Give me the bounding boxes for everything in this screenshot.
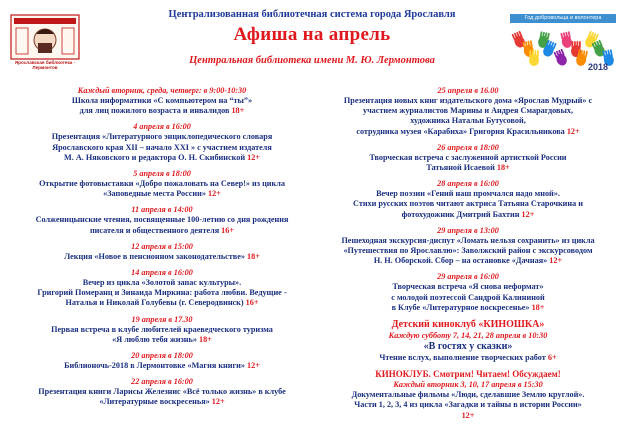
- event-date: 5 апреля в 18:00: [133, 169, 191, 179]
- event-date: 11 апреля в 14:00: [131, 205, 193, 215]
- kids-film-club-name: «В гостях у сказки»: [423, 341, 513, 353]
- event-date: 20 апреля в 18:00: [131, 351, 193, 361]
- event-text: Вечер поэзии «Гений наш промчался надо мной».: [376, 189, 560, 199]
- event-text: Татьяной Исаевой 18+: [426, 163, 510, 173]
- film-club-title: КИНОКЛУБ. Смотрим! Читаем! Обсуждаем!: [375, 369, 561, 380]
- event-item: [318, 272, 618, 313]
- film-club-line: Документальные фильмы «Люди, сделавшие Землю круглой».: [351, 390, 585, 400]
- age-badge: 12+: [461, 410, 475, 420]
- age-badge: 12+: [521, 209, 535, 219]
- event-item: [12, 268, 312, 309]
- volunteer-year-caption: Год добровольца и волонтера: [510, 14, 616, 23]
- event-item: [12, 205, 312, 235]
- age-badge: 12+: [566, 126, 580, 136]
- volunteer-year: 2018: [587, 62, 608, 72]
- film-club-line: Части 1, 2, 3, 4 из цикла «Загадки и тайны в истории России»: [354, 400, 582, 410]
- event-item: [318, 179, 618, 220]
- event-text: М. А. Няковского и редактора О. Н. Скибинской 12+: [64, 152, 260, 162]
- kids-film-club-date: Каждую субботу 7, 14, 21, 28 апреля в 10:30: [388, 331, 548, 341]
- events-left-column: [12, 86, 312, 414]
- event-text: Григорий Померанц и Зинаида Миркина: работа любви. Ведущие -: [37, 288, 287, 298]
- event-text: с молодой поэтессой Сандрой Калининой: [391, 292, 545, 302]
- event-date: 25 апреля в 16.00: [437, 86, 499, 95]
- event-date: Каждый вторник, среда, четверг: в 9:00-10:30: [77, 86, 247, 95]
- age-badge: 18+: [496, 163, 510, 173]
- film-club: [318, 369, 618, 421]
- event-date: 29 апреля в 16:00: [437, 272, 499, 282]
- film-club-date: Каждый вторник 3, 10, 17 апреля в 15:30: [393, 380, 543, 390]
- event-item: [12, 242, 312, 262]
- event-item: [12, 86, 312, 116]
- kids-film-club: [318, 319, 618, 363]
- event-date: 28 апреля в 16:00: [437, 179, 499, 189]
- event-text: Творческая встреча «Я снова неформат»: [392, 282, 544, 292]
- event-item: [12, 351, 312, 371]
- page-title: Афиша на апрель: [233, 24, 391, 45]
- event-text: Презентация «Литературного энциклопедического словаря: [51, 132, 273, 142]
- event-date: 22 апреля в 16:00: [131, 377, 193, 387]
- age-badge: 12+: [247, 361, 260, 371]
- age-badge: 18+: [247, 251, 260, 261]
- age-badge: 18+: [198, 334, 212, 344]
- event-text: Открытие фотовыставки «Добро пожаловать на Север!» из цикла: [39, 179, 285, 189]
- library-logo-caption: Ярославская библиотека · Лермонтов: [14, 60, 76, 70]
- event-item: [12, 315, 312, 345]
- library-logo-icon: [10, 14, 80, 60]
- event-text: «Литературные воскресенья» 12+: [99, 397, 225, 407]
- event-text: Пешеходная экскурсия-диспут «Ломать нельзя сохранить» из цикла: [341, 235, 595, 245]
- event-date: 14 апреля в 16:00: [131, 268, 193, 278]
- event-text: Наталья и Николай Голубевы (г. Северодвинск) 16+: [65, 298, 259, 308]
- event-text: Презентация новых книг издательского дома «Ярослав Мудрый» с: [343, 96, 593, 105]
- age-badge: 16+: [245, 298, 259, 308]
- age-badge: 12+: [207, 189, 221, 199]
- events-right-column: [318, 86, 618, 427]
- org-name: Централизованная библиотечная система города Ярославля: [168, 9, 456, 20]
- event-item: [12, 377, 312, 407]
- event-text: для лиц пожилого возраста и инвалидов 18+: [79, 106, 245, 116]
- event-text: писателя и общественного деятеля 16+: [89, 225, 235, 235]
- event-text: «Я люблю тебя жизнь» 18+: [112, 334, 212, 344]
- age-badge: 18+: [231, 106, 245, 116]
- age-badge: 16+: [221, 225, 235, 235]
- library-logo: [10, 14, 80, 70]
- age-badge: 12+: [549, 256, 563, 266]
- event-date: 12 апреля в 15:00: [131, 241, 193, 251]
- event-date: 4 апреля в 16:00: [133, 122, 191, 132]
- event-text: Библионочь-2018 в Лермонтовке «Магия книги» 12+: [64, 361, 260, 371]
- event-text: фотохудожник Дмитрий Бахтин 12+: [401, 209, 535, 219]
- event-item: [12, 122, 312, 163]
- library-name: Центральная библиотека имени М. Ю. Лермонтова: [189, 55, 435, 66]
- event-date: 26 апреля в 18:00: [437, 142, 499, 152]
- event-text: «Заповедные места России» 12+: [103, 189, 221, 199]
- event-text: Солженицынские чтения, посвященные 100-летию со дня рождения: [35, 215, 289, 225]
- kids-film-club-title: Детский киноклуб «КИНОШКА»: [391, 319, 545, 331]
- event-text: «Путешествия по Ярославлю»: Заволжский район с экскурсоводом: [343, 246, 593, 256]
- age-badge: 12+: [211, 397, 225, 407]
- age-badge: 18+: [531, 302, 545, 312]
- event-text: Н. Н. Оборской. Сбор – на остановке «Дачная» 12+: [373, 256, 563, 266]
- event-item: [318, 226, 618, 267]
- event-text: Лекция «Новое в пенсионном законодательстве» 18+: [64, 251, 260, 261]
- event-text: Вечер из цикла «Золотой запас культуры».: [82, 278, 242, 288]
- kids-film-club-note: Чтение вслух, выполнение творческих работ 6+: [379, 353, 557, 363]
- event-text: Ярославского края XII – начало XXI » с участием издателя: [52, 142, 272, 152]
- event-text: художника Натальи Бутусовой,: [410, 116, 526, 126]
- event-text: Презентация книги Ларисы Железнис «Всё только жизнь» в клубе: [38, 387, 286, 397]
- event-date: 29 апреля в 13:00: [437, 225, 499, 235]
- event-item: [12, 169, 312, 199]
- event-item: [318, 86, 618, 137]
- event-text: Стихи русских поэтов читают актриса Татьяна Старочкина и: [353, 199, 583, 209]
- event-text: Творческая встреча с заслуженной артисткой России: [369, 152, 567, 162]
- event-text: Школа информатики «С компьютером на “ты”»: [71, 96, 253, 105]
- volunteer-year-logo: [510, 14, 616, 78]
- age-badge: 12+: [247, 152, 260, 162]
- event-text: в Клубе «Литературное воскресенье» 18+: [391, 302, 545, 312]
- event-text: сотрудника музея «Карабиха» Григория Красильникова 12+: [356, 126, 580, 136]
- event-date: 19 апреля в 17.30: [131, 314, 193, 324]
- event-item: [318, 143, 618, 173]
- event-text: Первая встреча в клубе любителей краеведческого туризма: [51, 324, 273, 334]
- event-text: участием журналистов Марины и Андрея Смарагдовых,: [362, 106, 574, 116]
